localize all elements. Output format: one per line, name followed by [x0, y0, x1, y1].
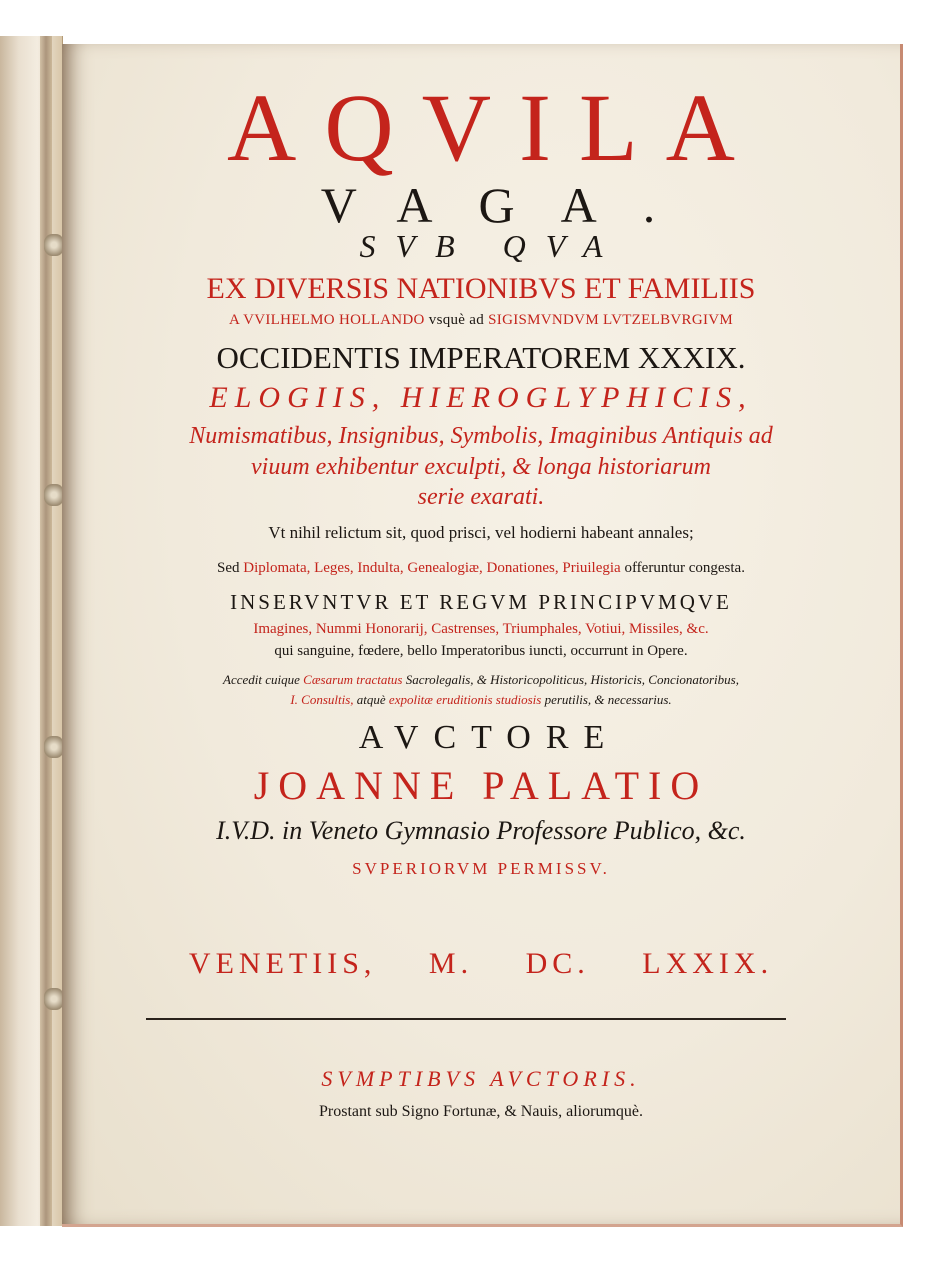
- author-name: JOANNE PALATIO: [253, 763, 709, 808]
- superiorum-permissu: SVPERIORVM PERMISSV.: [352, 859, 610, 878]
- serie-line: serie exarati.: [417, 484, 545, 510]
- imagines-line: Imagines, Nummi Honorarij, Castrenses, Triumphales, Votiui, Missiles, &c.: [253, 621, 709, 637]
- wilhelmo-name: A VVILHELMO HOLLANDO: [228, 312, 425, 328]
- title-page: [62, 44, 903, 1227]
- binding-stitch: [44, 484, 64, 506]
- offeruntur-text: offeruntur congesta.: [624, 560, 745, 576]
- usque-ad: vsquè ad: [428, 312, 485, 328]
- imprint-line: [62, 949, 900, 979]
- vt-nihil-line: Vt nihil relictum sit, quod prisci, vel hodierni habeant annales;: [268, 523, 694, 542]
- main-title: AQVILA: [227, 74, 763, 181]
- binding-stitch: [44, 736, 64, 758]
- subtitle-subqua: SVB QVA: [359, 228, 623, 264]
- imprint-place: VENETIIS,: [188, 947, 377, 980]
- numismatibus-line: Numismatibus, Insignibus, Symbolis, Imaginibus Antiquis ad: [189, 423, 773, 449]
- horizontal-rule: [146, 1018, 786, 1020]
- qui-sanguine-line: qui sanguine, fœdere, bello Imperatoribus iuncti, occurrunt in Opere.: [274, 643, 688, 659]
- occidentis-line: OCCIDENTIS IMPERATOREM XXXIX.: [216, 340, 746, 375]
- book-spine-binding: [0, 36, 63, 1226]
- binding-stitch: [44, 234, 64, 256]
- sed-line: [62, 561, 900, 576]
- sumptibus-line: SVMPTIBVS AVCTORIS.: [321, 1066, 641, 1091]
- caesarum-tractatus: Cæsarum tractatus: [303, 672, 403, 687]
- subtitle-vaga: VAGA.: [320, 177, 702, 233]
- atque-word: atquè: [356, 692, 386, 707]
- iconsultis-line: [62, 693, 900, 706]
- iconsultis-word: I. Consultis,: [290, 692, 354, 707]
- vivum-line: viuum exhibentur exculpti, & longa historiarum: [251, 454, 711, 480]
- elogiis-line: ELOGIIS, HIEROGLYPHICIS,: [209, 381, 753, 414]
- accedit-cuique: Accedit cuique: [223, 672, 300, 687]
- sacrolegalis-text: Sacrolegalis, & Historicopoliticus, Historicis, Concionatoribus,: [405, 672, 739, 687]
- prostant-line: Prostant sub Signo Fortunæ, & Nauis, aliorumquè.: [319, 1103, 643, 1120]
- diplomata-list: Diplomata, Leges, Indulta, Genealogiæ, Donationes, Priuilegia: [243, 560, 621, 576]
- auctore-line: AVCTORE: [358, 719, 620, 756]
- binding-stitch: [44, 988, 64, 1010]
- accedit-line: [62, 673, 900, 686]
- sed-word: Sed: [217, 560, 240, 576]
- ex-diversis-line: EX DIVERSIS NATIONIBVS ET FAMILIIS: [206, 272, 756, 305]
- inseruntur-line: INSERVNTVR ET REGVM PRINCIPVMQVE: [230, 590, 732, 614]
- perutilis-text: perutilis, & necessarius.: [544, 692, 672, 707]
- wilhelmo-line: [62, 313, 900, 328]
- author-credentials: I.V.D. in Veneto Gymnasio Professore Publico, &c.: [216, 816, 746, 845]
- gutter-fold: [40, 36, 52, 1226]
- imprint-year: M. DC. LXXIX.: [428, 947, 774, 980]
- sigismundum-name: SIGISMVNDVM LVTZELBVRGIVM: [488, 312, 734, 328]
- eruditionis-text: expolitæ eruditionis studiosis: [388, 692, 542, 707]
